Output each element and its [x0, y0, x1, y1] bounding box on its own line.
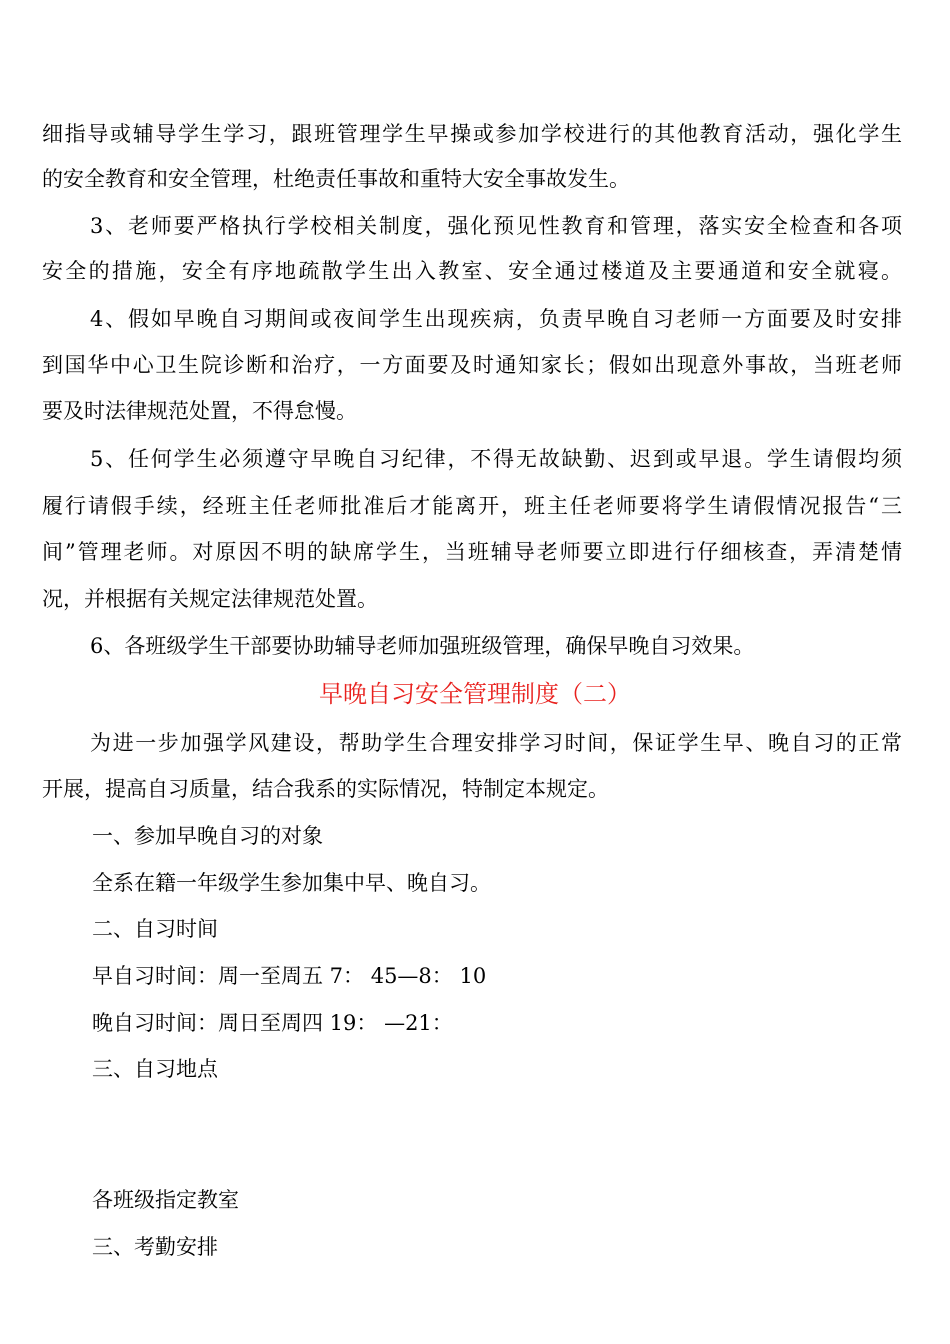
- paragraph-5-line-1: 5、任何学生必须遵守早晚自习纪律，不得无故缺勤、迟到或早退。学生请假均须: [90, 447, 902, 471]
- heading-study-time: 二、自习时间: [92, 917, 218, 941]
- intro-line-1: 为进一步加强学风建设，帮助学生合理安排学习时间，保证学生早、晚自习的正常: [90, 731, 902, 755]
- morning-study-time: 早自习时间：周一至周五 7： 45—8： 10: [92, 964, 487, 988]
- section-title: 早晚自习安全管理制度（二）: [319, 680, 631, 708]
- paragraph-2-line-1: 细指导或辅导学生学习，跟班管理学生早操或参加学校进行的其他教育活动，强化学生: [42, 122, 902, 146]
- evening-study-time: 晚自习时间：周日至周四 19： —21：: [92, 1011, 453, 1035]
- study-location-text: 各班级指定教室: [92, 1188, 239, 1212]
- paragraph-4-line-2: 到国华中心卫生院诊断和治疗，一方面要及时通知家长；假如出现意外事故，当班老师: [42, 353, 902, 377]
- paragraph-2-line-2: 的安全教育和安全管理，杜绝责任事故和重特大安全事故发生。: [42, 167, 630, 191]
- intro-line-2: 开展，提高自习质量，结合我系的实际情况，特制定本规定。: [42, 777, 609, 801]
- heading-study-location: 三、自习地点: [92, 1057, 218, 1081]
- paragraph-4-line-3: 要及时法律规范处置，不得怠慢。: [42, 399, 357, 423]
- paragraph-3-line-1: 3、老师要严格执行学校相关制度，强化预见性教育和管理，落实安全检查和各项: [90, 214, 902, 238]
- paragraph-5-line-4: 况，并根据有关规定法律规范处置。: [42, 587, 378, 611]
- paragraph-5-line-3: 间”管理老师。对原因不明的缺席学生，当班辅导老师要立即进行仔细核查，弄清楚情: [42, 540, 902, 564]
- paragraph-4-line-1: 4、假如早晚自习期间或夜间学生出现疾病，负责早晚自习老师一方面要及时安排: [90, 307, 902, 331]
- heading-attendance: 三、考勤安排: [92, 1235, 218, 1259]
- heading-participants: 一、参加早晚自习的对象: [92, 824, 323, 848]
- participants-text: 全系在籍一年级学生参加集中早、晚自习。: [92, 871, 491, 895]
- paragraph-3-line-2: 安全的措施，安全有序地疏散学生出入教室、安全通过楼道及主要通道和安全就寝。: [42, 259, 902, 283]
- paragraph-6: 6、各班级学生干部要协助辅导老师加强班级管理，确保早晚自习效果。: [90, 634, 755, 658]
- paragraph-5-line-2: 履行请假手续，经班主任老师批准后才能离开，班主任老师要将学生请假情况报告“三: [42, 494, 902, 518]
